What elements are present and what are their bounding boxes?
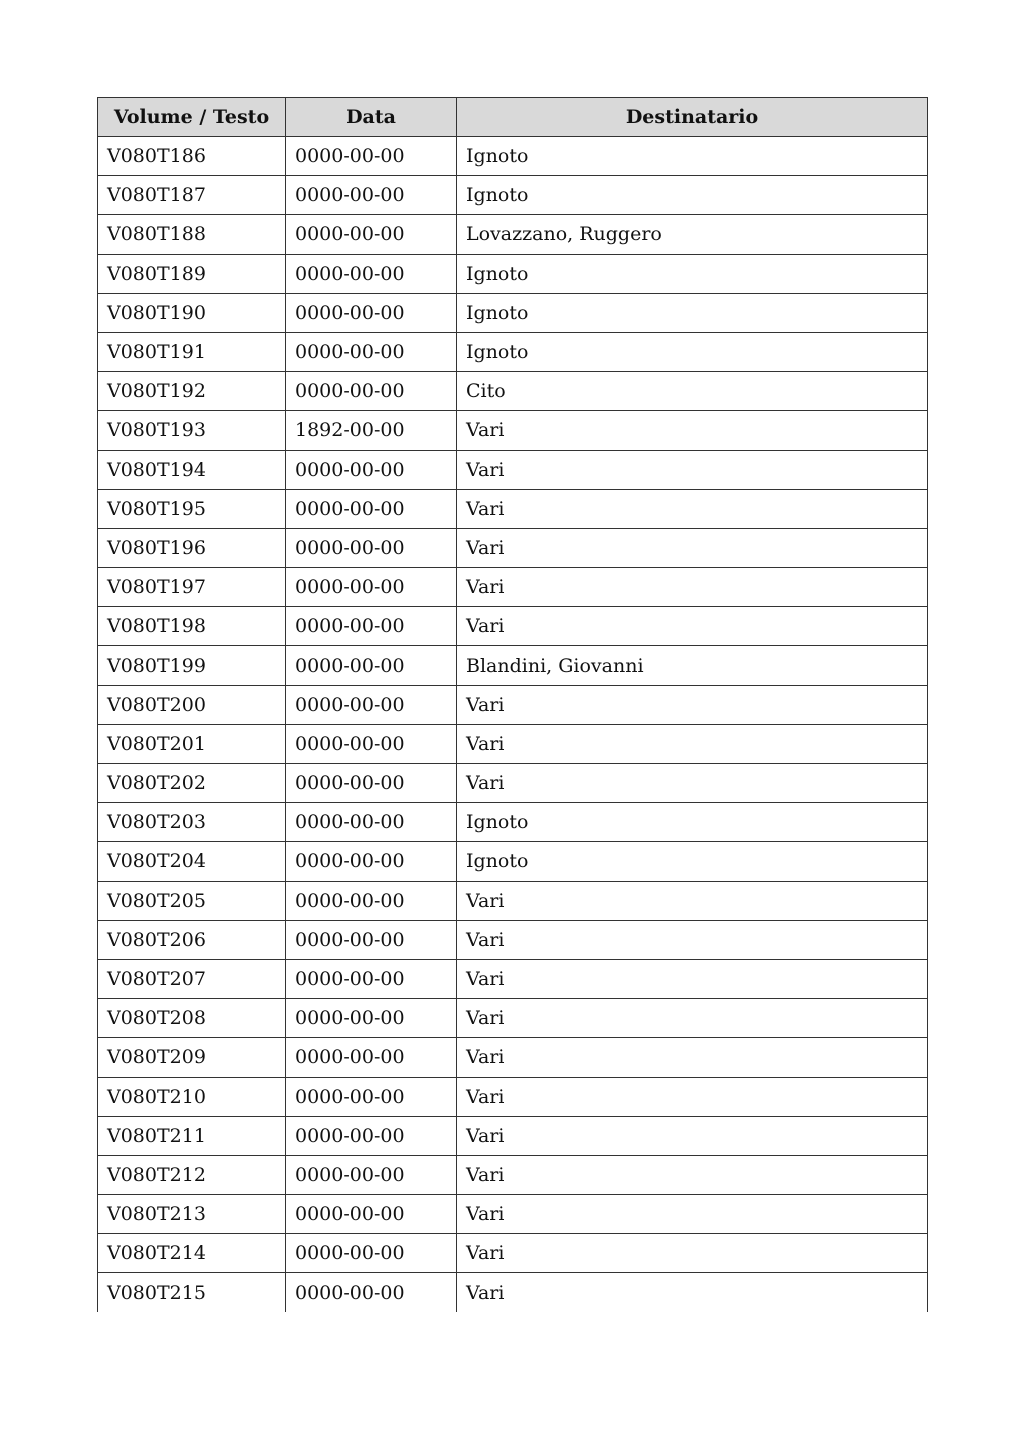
cell-destinatario: Vari: [457, 411, 928, 450]
cell-volume-testo: V080T202: [98, 764, 286, 803]
table-row: [98, 137, 928, 176]
table-header: [98, 98, 928, 137]
cell-data: 1892-00-00: [286, 411, 457, 450]
cell-data: 0000-00-00: [286, 1273, 457, 1312]
cell-data: 0000-00-00: [286, 450, 457, 489]
table-row: [98, 411, 928, 450]
cell-volume-testo: V080T208: [98, 999, 286, 1038]
cell-volume-testo: V080T186: [98, 137, 286, 176]
cell-volume-testo: V080T194: [98, 450, 286, 489]
table-row: [98, 764, 928, 803]
cell-volume-testo: V080T197: [98, 568, 286, 607]
table-row: [98, 372, 928, 411]
cell-destinatario: Vari: [457, 568, 928, 607]
header-data: Data: [286, 98, 457, 137]
cell-destinatario: Vari: [457, 489, 928, 528]
table-row: [98, 489, 928, 528]
cell-volume-testo: V080T193: [98, 411, 286, 450]
cell-destinatario: Vari: [457, 764, 928, 803]
cell-volume-testo: V080T204: [98, 842, 286, 881]
cell-data: 0000-00-00: [286, 724, 457, 763]
table-row: [98, 646, 928, 685]
table-body: [98, 137, 928, 1313]
table-row: [98, 881, 928, 920]
cell-data: 0000-00-00: [286, 1234, 457, 1273]
cell-volume-testo: V080T210: [98, 1077, 286, 1116]
cell-destinatario: Vari: [457, 607, 928, 646]
cell-destinatario: Vari: [457, 1155, 928, 1194]
cell-volume-testo: V080T206: [98, 920, 286, 959]
cell-destinatario: Vari: [457, 1116, 928, 1155]
cell-data: 0000-00-00: [286, 1077, 457, 1116]
cell-data: 0000-00-00: [286, 528, 457, 567]
cell-data: 0000-00-00: [286, 920, 457, 959]
cell-volume-testo: V080T191: [98, 332, 286, 371]
cell-volume-testo: V080T205: [98, 881, 286, 920]
cell-data: 0000-00-00: [286, 372, 457, 411]
cell-data: 0000-00-00: [286, 959, 457, 998]
cell-data: 0000-00-00: [286, 137, 457, 176]
table-row: [98, 803, 928, 842]
cell-volume-testo: V080T187: [98, 176, 286, 215]
table-row: [98, 959, 928, 998]
table-row: [98, 920, 928, 959]
cell-destinatario: Lovazzano, Ruggero: [457, 215, 928, 254]
cell-destinatario: Vari: [457, 528, 928, 567]
table-row: [98, 176, 928, 215]
table-row: [98, 1116, 928, 1155]
table-row: [98, 1155, 928, 1194]
cell-data: 0000-00-00: [286, 1155, 457, 1194]
cell-data: 0000-00-00: [286, 881, 457, 920]
cell-data: 0000-00-00: [286, 842, 457, 881]
cell-volume-testo: V080T199: [98, 646, 286, 685]
cell-volume-testo: V080T196: [98, 528, 286, 567]
table-row: [98, 293, 928, 332]
table-row: [98, 332, 928, 371]
cell-data: 0000-00-00: [286, 1195, 457, 1234]
cell-data: 0000-00-00: [286, 803, 457, 842]
table-row: [98, 450, 928, 489]
cell-volume-testo: V080T215: [98, 1273, 286, 1312]
header-destinatario: Destinatario: [457, 98, 928, 137]
cell-destinatario: Ignoto: [457, 293, 928, 332]
cell-destinatario: Vari: [457, 724, 928, 763]
cell-volume-testo: V080T211: [98, 1116, 286, 1155]
cell-volume-testo: V080T189: [98, 254, 286, 293]
cell-data: 0000-00-00: [286, 607, 457, 646]
cell-destinatario: Vari: [457, 1195, 928, 1234]
cell-volume-testo: V080T214: [98, 1234, 286, 1273]
cell-destinatario: Vari: [457, 1234, 928, 1273]
table-row: [98, 1038, 928, 1077]
cell-volume-testo: V080T195: [98, 489, 286, 528]
cell-volume-testo: V080T201: [98, 724, 286, 763]
cell-destinatario: Vari: [457, 450, 928, 489]
table-row: [98, 1195, 928, 1234]
cell-volume-testo: V080T207: [98, 959, 286, 998]
cell-data: 0000-00-00: [286, 215, 457, 254]
cell-data: 0000-00-00: [286, 332, 457, 371]
cell-data: 0000-00-00: [286, 685, 457, 724]
cell-volume-testo: V080T200: [98, 685, 286, 724]
cell-destinatario: Ignoto: [457, 842, 928, 881]
cell-data: 0000-00-00: [286, 646, 457, 685]
table-row: [98, 1077, 928, 1116]
cell-volume-testo: V080T188: [98, 215, 286, 254]
cell-destinatario: Cito: [457, 372, 928, 411]
table-row: [98, 568, 928, 607]
cell-destinatario: Ignoto: [457, 803, 928, 842]
cell-destinatario: Vari: [457, 1038, 928, 1077]
cell-destinatario: Ignoto: [457, 137, 928, 176]
cell-volume-testo: V080T212: [98, 1155, 286, 1194]
table-row: [98, 685, 928, 724]
cell-destinatario: Vari: [457, 881, 928, 920]
cell-data: 0000-00-00: [286, 1116, 457, 1155]
cell-destinatario: Ignoto: [457, 254, 928, 293]
cell-data: 0000-00-00: [286, 764, 457, 803]
cell-volume-testo: V080T203: [98, 803, 286, 842]
cell-data: 0000-00-00: [286, 999, 457, 1038]
table-row: [98, 215, 928, 254]
cell-destinatario: Vari: [457, 959, 928, 998]
header-volume-testo: Volume / Testo: [98, 98, 286, 137]
cell-volume-testo: V080T192: [98, 372, 286, 411]
cell-volume-testo: V080T209: [98, 1038, 286, 1077]
table-row: [98, 607, 928, 646]
table-row: [98, 1234, 928, 1273]
cell-destinatario: Blandini, Giovanni: [457, 646, 928, 685]
cell-destinatario: Vari: [457, 685, 928, 724]
cell-data: 0000-00-00: [286, 568, 457, 607]
cell-volume-testo: V080T198: [98, 607, 286, 646]
cell-data: 0000-00-00: [286, 489, 457, 528]
cell-volume-testo: V080T190: [98, 293, 286, 332]
cell-destinatario: Ignoto: [457, 332, 928, 371]
cell-data: 0000-00-00: [286, 176, 457, 215]
cell-destinatario: Vari: [457, 1077, 928, 1116]
cell-destinatario: Vari: [457, 920, 928, 959]
table-row: [98, 254, 928, 293]
cell-data: 0000-00-00: [286, 1038, 457, 1077]
table-row: [98, 528, 928, 567]
table-row: [98, 1273, 928, 1312]
cell-data: 0000-00-00: [286, 254, 457, 293]
cell-destinatario: Vari: [457, 999, 928, 1038]
cell-destinatario: Vari: [457, 1273, 928, 1312]
table-row: [98, 724, 928, 763]
cell-data: 0000-00-00: [286, 293, 457, 332]
table-row: [98, 842, 928, 881]
header-row: [98, 98, 928, 137]
cell-destinatario: Ignoto: [457, 176, 928, 215]
cell-volume-testo: V080T213: [98, 1195, 286, 1234]
table-row: [98, 999, 928, 1038]
records-table: [97, 97, 928, 1312]
